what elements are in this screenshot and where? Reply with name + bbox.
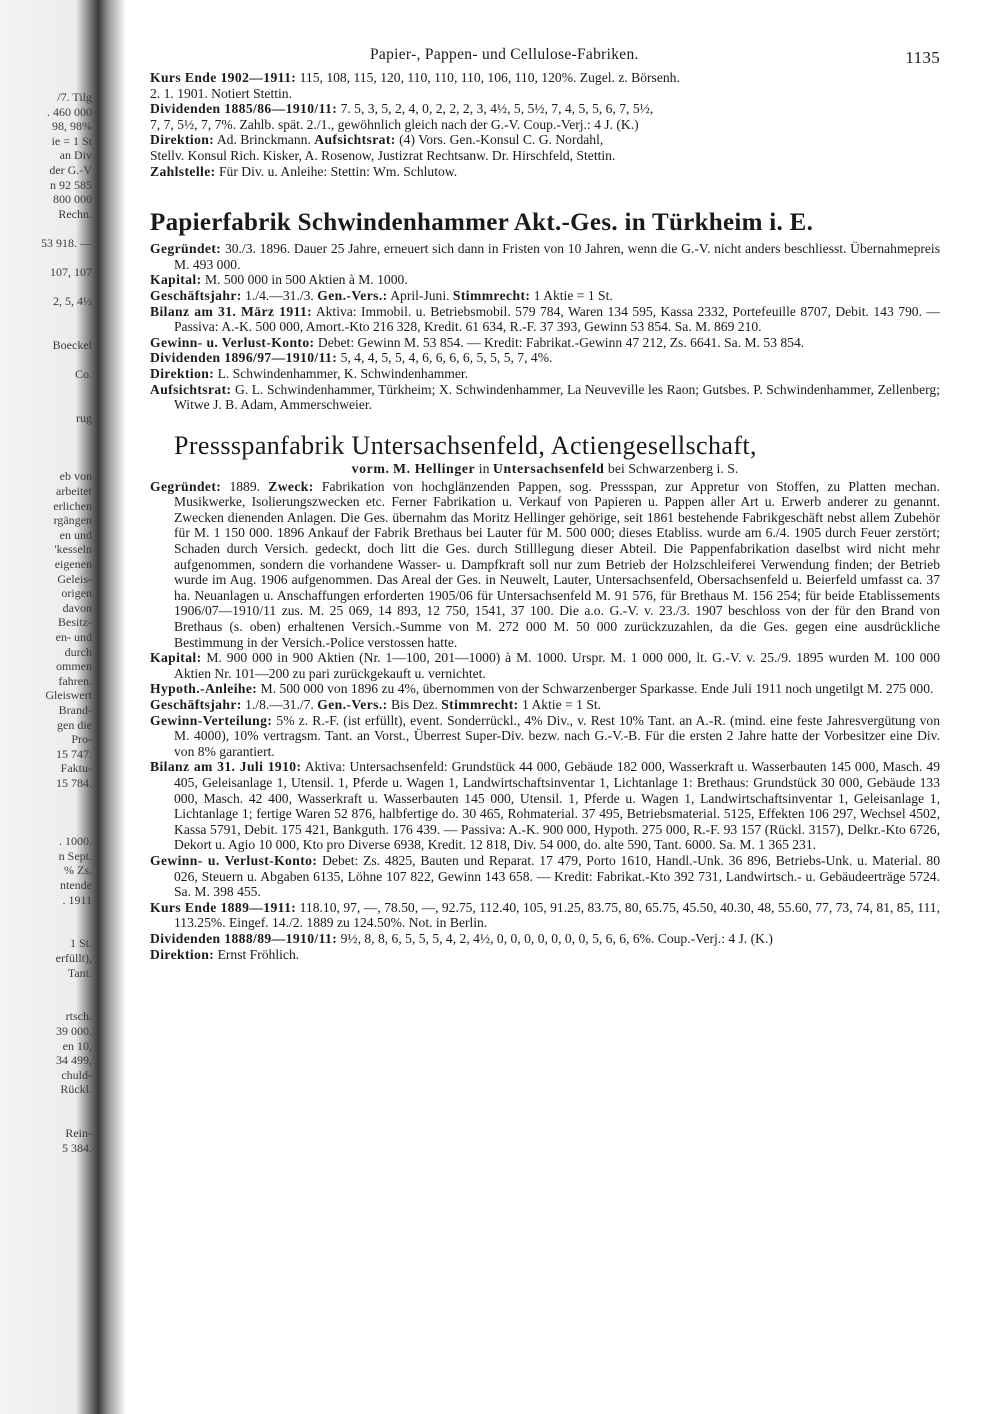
prev-column-line: an Div <box>59 148 92 163</box>
entry-text: Debet: Gewinn M. 53 854. — Kredit: Fabrikat.-Gewinn 47 212, Zs. 6641. Sa. M. 53 854. <box>317 334 805 350</box>
prev-column-line <box>0 907 92 922</box>
prev-column-line: Gleiswert <box>45 688 92 703</box>
entry-key: Hypoth.-Anleihe: <box>150 681 258 697</box>
prev-column-line <box>0 426 92 441</box>
prev-column-line: ntende <box>60 878 92 893</box>
entry-key: Direktion: <box>150 365 215 381</box>
page-header <box>150 40 940 70</box>
entry-line <box>150 650 940 681</box>
prev-column-line <box>0 353 92 368</box>
prev-column-line: % Zs. <box>64 863 92 878</box>
entry-key: Kurs Ende 1889—1911: <box>150 899 297 915</box>
vorm-prefix: vorm. <box>351 460 390 476</box>
entry-key: Stimmrecht: <box>441 697 519 712</box>
entry-text: 1 Aktie = 1 St. <box>522 697 602 712</box>
prev-column-line: Boeckel <box>52 338 92 353</box>
entry-text: 7, 7, 5½, 7, 7%. Zahlb. spät. 2./1., gewöhnlich gleich nach der G.-V. Coup.-Verj.: 4 J. (K.) <box>150 116 639 132</box>
entry-text: Für Div. u. Anleihe: Stettin: Wm. Schlutow. <box>218 163 458 179</box>
prev-column-line: ommen <box>56 659 92 674</box>
prev-column-line: en- und <box>55 629 92 644</box>
entry-key: Dividenden 1888/89—1910/11: <box>150 930 338 946</box>
entry-text: April-Juni. <box>390 287 450 303</box>
prev-column-line: 15 784. <box>56 775 92 790</box>
entry-text: 5, 4, 4, 5, 5, 4, 6, 6, 6, 6, 5, 5, 5, 7, 4%. <box>340 350 553 366</box>
company-heading-untersachsenfeld: Pressspanfabrik Untersachsenfeld, Actiengesellschaft, <box>174 430 757 460</box>
entry-key: Aufsichtsrat: <box>150 381 232 397</box>
vorm-name: M. Hellinger <box>392 460 476 476</box>
page-number: 1135 <box>905 48 940 67</box>
entry-key: Gen.-Vers.: <box>317 697 388 712</box>
prev-column-line: 800 000 <box>53 192 92 207</box>
prev-column-line: erfüllt), <box>55 951 92 966</box>
entry-line <box>150 70 940 86</box>
entry-line <box>150 241 940 272</box>
prev-column-line <box>0 805 92 820</box>
prev-column-line: ie = 1 St <box>51 133 92 148</box>
entry-line <box>150 350 940 366</box>
entry-text: 1 Aktie = 1 St. <box>533 287 613 303</box>
entry-key: Gewinn- u. Verlust-Konto: <box>150 334 315 350</box>
entry-key: Dividenden 1885/86—1910/11: <box>150 101 338 117</box>
entry-key: Kurs Ende 1902—1911: <box>150 70 297 85</box>
prev-column-line: Geleis- <box>57 571 92 586</box>
entry-key: Zweck: <box>268 478 314 494</box>
prev-column-line <box>0 396 92 411</box>
entry-text: L. Schwindenhammer, K. Schwindenhammer. <box>217 365 469 381</box>
prev-column-line: Co. <box>74 367 92 382</box>
entry-text: Ad. Brinckmann. <box>216 132 311 148</box>
entry-text: Fabrikation von hochglänzenden Pappen, sog. Pressspan, zur Appretur von Stoffen, zu Platten mechan. Musikwerke, Isolierungszwecken etc. Ferner Fabrikation u. Verkauf von Papieren u. Pappen aller Art u. Erwerb anderer zu genannt. Zwecken dienenden Anlagen. Die Ges. übernahm das Moritz Hellinger gehörige, seit 1861 bestehende Fabrikgeschäft nebst allem Zubehör für M. 1 150 000. 1896 Ankauf der Fabrik Brethaus bei Lauter für M. 500 000; dieses Etabliss. wurde am 6./4. 1905 durch Feuer zerstört; Schaden durch Versich. gedeckt, doch litt die Ges. durch Stilllegung dieser Abteil. Die Pappenfabrikation daselbst wird nicht mehr aufgenommen, sondern die vorhandene Wasser- u. Dampfkraft soll nur zum Betrieb der Holzschleiferei Verwendung finden; der Betrieb wurde im Aug. 1906 aufgenommen. Das Areal der Ges. in Neuwelt, Lauter, Untersachsenfeld, Obersachsenfeld u. Beierfeld umfasst ca. 37 ha. Neuanlagen u. Anschaffungen erforderten 1905/06 für Untersachsenfeld M. 91 576, für Brethaus M. 156 254; für beide Etablissements 1906/07—1910/11 zus. M. 25 069, 14 893, 12 750, 1541, 37 100. Die a.o. G.-V. v. 23./3. 1907 beschloss von der für den Brand von Brethaus (s. oben) erhaltenen Versich.-Summe von M. 272 000 M. 50 000 zurückzuzahlen, da die Ges. gegen eine ausdrückliche Bestimmung in der Versich.-Police verstossen hatte. <box>174 478 941 650</box>
entry-key: Gen.-Vers.: <box>317 287 388 303</box>
entry-key: Bilanz am 31. Juli 1910: <box>150 759 302 775</box>
entry-text: M. 500 000 in 500 Aktien à M. 1000. <box>204 272 408 288</box>
entry-text: M. 500 000 von 1896 zu 4%, übernommen von der Schwarzenberger Sparkasse. Ende Juli 1911 noch ungetilgt M. 275 000. <box>260 681 934 697</box>
prev-column-line: 34 499, <box>56 1053 92 1068</box>
prev-column-line <box>0 455 92 470</box>
entry-text: 30./3. 1896. Dauer 25 Jahre, erneuert sich dann in Fristen von 10 Jahren, wenn die G.-V. nicht anders beschliesst. Übernahmepreis M. 493 000. <box>174 241 940 272</box>
prev-column-line: en und <box>59 527 92 542</box>
previous-company-section <box>150 70 940 179</box>
vorm-place: Untersachsenfeld <box>492 460 605 476</box>
prev-column-line: arbeitet <box>56 484 92 499</box>
entry-line <box>150 101 940 117</box>
company-section-untersachsenfeld <box>150 479 940 962</box>
prev-column-line: durch <box>64 644 92 659</box>
prev-column-line: . 1000. <box>59 834 92 849</box>
entry-key: Bilanz am 31. März 1911: <box>150 303 313 319</box>
entry-text: Aktiva: Immobil. u. Betriebsmobil. 579 784, Waren 134 595, Kassa 2332, Portefeuille 8707, Debit. 143 790. — Passiva: A.-K. 500 000, Amort.-Kto 216 328, Kredit. 61 634, R.-F. 37 393, Gewinn 53 854. Sa. M. 869 210. <box>174 303 941 335</box>
prev-column-line <box>0 1112 92 1127</box>
prev-column-line: eb von <box>59 469 92 484</box>
vorm-in: in <box>478 460 490 476</box>
entry-line <box>150 117 940 133</box>
entry-line <box>150 164 940 180</box>
prev-column-line: 53 918. — <box>41 235 92 250</box>
prev-column-line: erlichen <box>53 498 92 513</box>
entry-text: 1889. <box>229 478 261 494</box>
entry-key: Direktion: <box>150 946 215 962</box>
prev-column-line: chuld- <box>61 1067 92 1082</box>
prev-column-line: 39 000. <box>56 1024 92 1038</box>
entry-key: Kapital: <box>150 650 202 666</box>
prev-column-line: 'kesseln <box>54 542 92 557</box>
company-subheading <box>150 461 940 477</box>
prev-column-line <box>0 221 92 236</box>
entry-text: Aktiva: Untersachsenfeld: Grundstück 44 000, Gebäude 182 000, Wasserkraft u. Wasserbauten 145 000, Masch. 49 405, Geleisanlage 1, Utensil. 1, Pferde u. Wagen 1, Landwirtschaftsinventar 1, Lichtanlage 1: Brethaus: Grundstück 30 000, Gebäude 133 000, Masch. 42 400, Wasserkraft u. Wasserbauten 145 000, Utensil. 1, Pferde u. Wagen 1, Landwirtschaftsinventar 1, Geleisanlage 1, Lichtanlage 1; fertige Waren 52 876, halbfertige do. 30 465, Rohmaterial. 37 495, Betriebsmaterial. 5125, Effekten 106 297, Wechsel 4502, Kassa 5791, Debit. 175 421, Bankguth. 176 439. — Passiva: A.-K. 900 000, Hypoth. 275 000, R.-F. 93 157 (Rückl. 3157), Delkr.-Kto 6726, Dekort u. Agio 10 000, Kto pro Diverse 6938, Kredit. 12 818, Div. 54 000, do. alte 590, Tant. 6000. Sa. M. 1 365 231. <box>174 759 940 853</box>
prev-column-line: 98, 98% <box>52 119 92 134</box>
prev-column-line: 5 384. <box>62 1140 92 1155</box>
prev-column-line: fahren. <box>58 673 92 688</box>
entry-text: 115, 108, 115, 120, 110, 110, 110, 106, 110, 120%. Zugel. z. Börsenh. <box>299 70 680 85</box>
entry-line <box>150 86 940 102</box>
prev-column-line: 1 St. <box>69 936 92 951</box>
entry-text: 5% z. R.-F. (ist erfüllt), event. Sonderrückl., 4% Div., v. Rest 10% Tant. an A.-R. (mind. eine feste Jahresvergütung von M. 4000), 10% vertragsm. Tant. an Vorst., Überrest Super-Div. bezw. nach G.-V.-B. Für die ersten 2 Jahre hatte der Vorbesitzer eine Div. von 8% garantiert. <box>174 712 940 759</box>
entry-text: 118.10, 97, —, 78.50, —, 92.75, 112.40, 105, 91.25, 83.75, 80, 65.75, 45.50, 40.30, 48, 55.60, 77, 73, 74, 81, 85, 111, 113.25%. Eingef. 14./2. 1889 zu 124.50%. Not. in Berlin. <box>174 899 940 931</box>
prev-column-line <box>0 995 92 1010</box>
entry-key: Gewinn-Verteilung: <box>150 712 273 728</box>
company-section-schwindenhammer <box>150 241 940 413</box>
entry-key: Gewinn- u. Verlust-Konto: <box>150 852 318 868</box>
prev-column-line: rtsch. <box>65 1009 92 1024</box>
entry-line <box>150 931 940 947</box>
prev-column-line: n Sept. <box>58 848 92 863</box>
entry-text: M. 900 000 in 900 Aktien (Nr. 1—100, 201—1000) à M. 1000. Urspr. M. 1 000 000, lt. G.-V. v. 25./9. 1895 wurden M. 100 000 Aktien Nr. 101—200 zu pari zurückgekauft u. vernichtet. <box>174 650 940 681</box>
prev-column-line: der G.-V <box>49 162 92 177</box>
entry-text: 2. 1. 1901. Notiert Stettin. <box>150 85 292 101</box>
prev-column-line: Besitz- <box>58 615 92 630</box>
prev-column-line: Tant. <box>67 965 92 980</box>
entry-key: Direktion: <box>150 132 215 148</box>
prev-column-line: 15 747. <box>56 746 92 761</box>
entry-line <box>150 148 940 164</box>
prev-column-line: 2, 5, 4½ <box>53 294 92 309</box>
document-page <box>150 40 940 962</box>
entry-text: G. L. Schwindenhammer, Türkheim; X. Schwindenhammer, La Neuveville les Raon; Gutsbes. P. Schwindenhammer, Zellenberg; Witwe J. B. Adam, Ammerschweier. <box>174 381 940 413</box>
prev-column-line <box>0 922 92 937</box>
prev-column-line: eigenen <box>54 557 92 571</box>
prev-column-line: en 10, <box>62 1038 92 1053</box>
running-title: Papier-, Pappen- und Cellulose-Fabriken. <box>370 46 639 63</box>
prev-column-line: Rückl. <box>60 1082 92 1097</box>
prev-column-line: n 92 585 <box>50 177 92 192</box>
prev-column-line <box>0 324 92 339</box>
prev-column-line: Rein- <box>65 1126 92 1141</box>
entry-key: Gegründet: <box>150 241 222 257</box>
vorm-suffix: bei Schwarzenberg i. S. <box>607 460 739 476</box>
entry-key: Geschäftsjahr: <box>150 697 242 712</box>
entry-line <box>150 853 940 900</box>
entry-key: Gegründet: <box>150 478 222 494</box>
prev-column-line <box>0 820 92 835</box>
entry-key: Stimmrecht: <box>452 287 531 303</box>
entry-key: Dividenden 1896/97—1910/11: <box>150 350 338 366</box>
entry-line <box>150 366 940 382</box>
entry-key: Kapital: <box>150 272 202 288</box>
prev-column-line <box>0 382 92 397</box>
prev-column-line: Faktu- <box>60 761 92 776</box>
prev-column-line <box>0 309 92 324</box>
entry-line <box>150 697 940 713</box>
entry-text: 1./8.—31./7. <box>245 697 314 712</box>
entry-line <box>150 335 940 351</box>
entry-text: 7. 5, 3, 5, 2, 4, 0, 2, 2, 2, 3, 4½, 5, 5½, 7, 4, 5, 5, 6, 7, 5½, <box>340 101 654 117</box>
entry-text: (4) Vors. Gen.-Konsul C. G. Nordahl, <box>399 132 604 148</box>
entry-line <box>150 382 940 413</box>
prev-column-line: davon <box>62 600 92 615</box>
prev-column-line: Brand- <box>58 702 92 717</box>
entry-line <box>150 304 940 335</box>
prev-column-line: rug <box>76 411 92 426</box>
prev-column-line <box>0 791 92 806</box>
entry-text: Bis Dez. <box>390 697 438 712</box>
prev-column-line: 107, 107 <box>50 265 92 280</box>
prev-column-line <box>0 1097 92 1112</box>
prev-column-line: Pro- <box>71 732 92 747</box>
company-heading-schwindenhammer: Papierfabrik Schwindenhammer Akt.-Ges. in Türkheim i. E. <box>150 209 814 237</box>
entry-line <box>150 132 940 148</box>
prev-column-line: /7. Tilg <box>57 90 92 104</box>
prev-column-line: . 1911 <box>62 892 92 907</box>
entry-line <box>150 681 940 697</box>
entry-key: Geschäftsjahr: <box>150 287 242 303</box>
prev-column-line: Rechn. <box>58 206 92 221</box>
entry-key: Zahlstelle: <box>150 163 216 179</box>
entry-line <box>150 900 940 931</box>
entry-line <box>150 272 940 288</box>
entry-line <box>150 759 940 853</box>
prev-column-line: origen <box>61 586 92 601</box>
prev-column-line: . 460 000 <box>47 104 92 119</box>
entry-text: Ernst Fröhlich. <box>217 946 300 962</box>
entry-text: Stellv. Konsul Rich. Kisker, A. Rosenow, Justizrat Rechtsanw. Dr. Hirschfeld, Stettin. <box>150 147 616 163</box>
prev-column-line <box>0 280 92 295</box>
entry-key: Aufsichtsrat: <box>314 132 396 148</box>
prev-column-line <box>0 980 92 995</box>
prev-column-line <box>0 440 92 455</box>
entry-text: 9½, 8, 8, 6, 5, 5, 5, 4, 2, 4½, 0, 0, 0, 0, 0, 0, 0, 5, 6, 6, 6%. Coup.-Verj.: 4 J. (K.) <box>340 930 773 946</box>
prev-column-line <box>0 251 92 266</box>
entry-line <box>150 479 940 651</box>
prev-column-line: gen die <box>57 717 92 732</box>
entry-line <box>150 288 940 304</box>
entry-line <box>150 713 940 760</box>
prev-column-line: rgängen <box>53 513 92 528</box>
entry-text: Debet: Zs. 4825, Bauten und Reparat. 17 479, Porto 1610, Handl.-Unk. 36 896, Betriebs-Unk. u. Material. 80 026, Steuern u. Abgaben 6135, Löhne 107 822, Gewinn 143 658. — Kredit: Fabrikat.-Kto 392 731, Landwirtsch.- u. Gebäudeerträge 5724. Sa. M. 398 455. <box>174 852 940 900</box>
previous-page-column <box>0 90 92 1155</box>
entry-text: 1./4.—31./3. <box>245 287 314 303</box>
entry-line <box>150 947 940 963</box>
